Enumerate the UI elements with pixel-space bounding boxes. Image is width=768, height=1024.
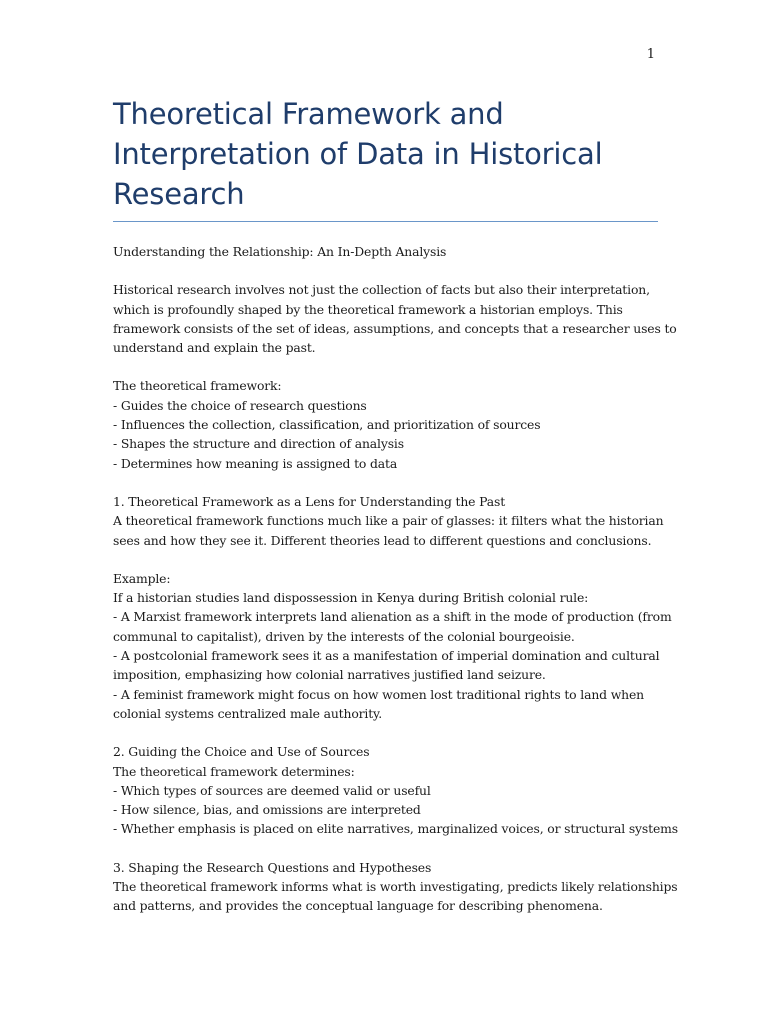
section-1-line: sees and how they see it. Different theories lead to different questions and conclusions.	[113, 532, 652, 548]
intro-line: which is profoundly shaped by the theoretical framework a historian employs. This	[113, 301, 623, 317]
example-line: colonial systems centralized male authority.	[113, 705, 383, 721]
document-title	[113, 94, 658, 214]
section-2-line: - Which types of sources are deemed valid or useful	[113, 782, 431, 798]
section-3-line: The theoretical framework informs what is worth investigating, predicts likely relationships	[113, 879, 678, 895]
document-body	[113, 94, 678, 935]
page-number: 1	[646, 47, 655, 62]
example-line: If a historian studies land dispossession in Kenya during British colonial rule:	[113, 590, 589, 606]
framework-list	[113, 376, 658, 472]
intro-line: framework consists of the set of ideas, assumptions, and concepts that a researcher uses to	[113, 320, 677, 336]
section-3-line: and patterns, and provides the conceptual language for describing phenomena.	[113, 898, 603, 914]
section-3	[113, 858, 678, 916]
title-line: Research	[113, 177, 245, 211]
example-line: - A feminist framework might focus on how women lost traditional rights to land when	[113, 686, 645, 702]
section-1-line: A theoretical framework functions much like a pair of glasses: it filters what the historian	[113, 513, 664, 529]
section-2-line: - How silence, bias, and omissions are interpreted	[113, 802, 421, 818]
section-3-heading: 3. Shaping the Research Questions and Hypotheses	[113, 859, 432, 875]
section-1-heading: 1. Theoretical Framework as a Lens for Understanding the Past	[113, 493, 506, 509]
section-2-line: - Whether emphasis is placed on elite narratives, marginalized voices, or structural systems	[113, 821, 678, 837]
intro-paragraph	[113, 280, 677, 357]
framework-list-item: - Shapes the structure and direction of analysis	[113, 436, 404, 452]
title-line: Interpretation of Data in Historical	[113, 137, 603, 171]
title-line: Theoretical Framework and	[113, 97, 504, 131]
example-block	[113, 569, 672, 723]
subtitle	[113, 242, 658, 261]
intro-line: Historical research involves not just the collection of facts but also their interpretation,	[113, 282, 650, 298]
section-2	[113, 742, 678, 838]
example-line: - A postcolonial framework sees it as a manifestation of imperial domination and cultural	[113, 648, 660, 664]
framework-list-item: - Determines how meaning is assigned to data	[113, 455, 398, 471]
title-underline-rule	[113, 221, 658, 222]
example-line: communal to capitalist), driven by the interests of the colonial bourgeoisie.	[113, 628, 575, 644]
example-line: - A Marxist framework interprets land alienation as a shift in the mode of production (from	[113, 609, 672, 625]
subtitle-text: Understanding the Relationship: An In-Depth Analysis	[113, 244, 447, 259]
framework-list-item: - Guides the choice of research questions	[113, 397, 367, 413]
section-1	[113, 492, 664, 550]
section-2-line: The theoretical framework determines:	[113, 763, 355, 779]
intro-line: understand and explain the past.	[113, 340, 316, 356]
section-2-heading: 2. Guiding the Choice and Use of Sources	[113, 744, 370, 760]
framework-list-heading: The theoretical framework:	[113, 378, 282, 394]
example-line: imposition, emphasizing how colonial narratives justified land seizure.	[113, 667, 546, 683]
framework-list-item: - Influences the collection, classification, and prioritization of sources	[113, 417, 541, 433]
example-heading: Example:	[113, 570, 171, 586]
